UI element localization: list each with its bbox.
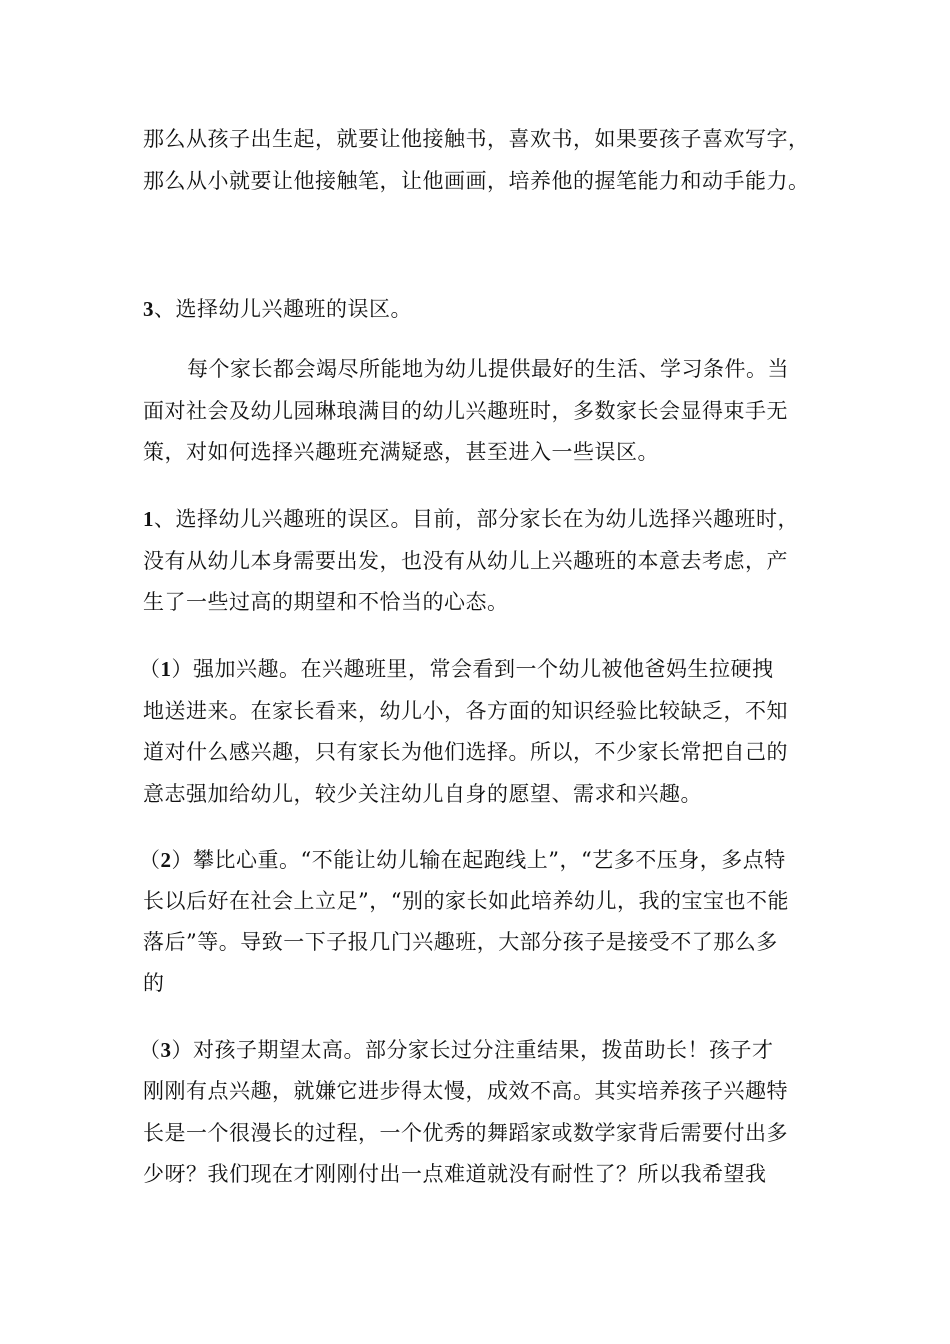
intro-line: 那么从孩子出生起，就要让他接触书，喜欢书，如果要孩子喜欢写字， <box>143 127 810 151</box>
paragraph-line: 每个家长都会竭尽所能地为幼儿提供最好的生活、学习条件。当 <box>187 357 789 381</box>
paragraph-number: 1 <box>143 507 154 531</box>
paragraph-line <box>143 504 823 534</box>
list-item-line: 地送进来。在家长看来，幼儿小，各方面的知识经验比较缺乏，不知 <box>143 699 788 723</box>
heading-number: 3 <box>143 297 154 321</box>
list-item-line <box>139 654 819 684</box>
item-text: ）对孩子期望太高。部分家长过分注重结果，拨苗助长！孩子才 <box>171 1038 774 1062</box>
list-item-line: 的 <box>143 971 165 995</box>
item-number: 2 <box>160 848 172 872</box>
paren-open: （ <box>139 1038 161 1062</box>
list-item-line: 少呀？我们现在才刚刚付出一点难道就没有耐性了？所以我希望我 <box>143 1162 767 1186</box>
list-item-line: 意志强加给幼儿，较少关注幼儿自身的愿望、需求和兴趣。 <box>143 782 702 806</box>
item-text: ）强加兴趣。在兴趣班里，常会看到一个幼儿被他爸妈生拉硬拽 <box>171 657 774 681</box>
list-item-line: 道对什么感兴趣，只有家长为他们选择。所以，不少家长常把自己的 <box>143 740 788 764</box>
paren-open: （ <box>139 657 161 681</box>
list-item-line <box>139 845 819 875</box>
list-item-line: 落后”等。导致一下子报几门兴趣班，大部分孩子是接受不了那么多 <box>143 930 778 954</box>
paragraph-text: 、选择幼儿兴趣班的误区。目前，部分家长在为幼儿选择兴趣班时， <box>154 507 799 531</box>
list-item-line <box>139 1035 819 1065</box>
paragraph-line: 面对社会及幼儿园琳琅满目的幼儿兴趣班时，多数家长会显得束手无 <box>143 399 788 423</box>
item-number: 1 <box>160 657 172 681</box>
list-item-line: 刚刚有点兴趣，就嫌它进步得太慢，成效不高。其实培养孩子兴趣特 <box>143 1079 788 1103</box>
heading-text: 、选择幼儿兴趣班的误区。 <box>154 297 412 321</box>
section-heading <box>143 294 823 324</box>
paragraph-line: 没有从幼儿本身需要出发，也没有从幼儿上兴趣班的本意去考虑，产 <box>143 549 788 573</box>
intro-line: 那么从小就要让他接触笔，让他画画，培养他的握笔能力和动手能力。 <box>143 169 810 193</box>
item-text: ）攀比心重。“不能让幼儿输在起跑线上”，“艺多不压身，多点特 <box>171 848 786 872</box>
paragraph-line: 生了一些过高的期望和不恰当的心态。 <box>143 590 509 614</box>
list-item-line: 长以后好在社会上立足”，“别的家长如此培养幼儿，我的宝宝也不能 <box>143 889 789 913</box>
item-number: 3 <box>160 1038 172 1062</box>
paren-open: （ <box>139 848 161 872</box>
list-item-line: 长是一个很漫长的过程，一个优秀的舞蹈家或数学家背后需要付出多 <box>143 1121 788 1145</box>
paragraph-line: 策，对如何选择兴趣班充满疑惑，甚至进入一些误区。 <box>143 440 659 464</box>
